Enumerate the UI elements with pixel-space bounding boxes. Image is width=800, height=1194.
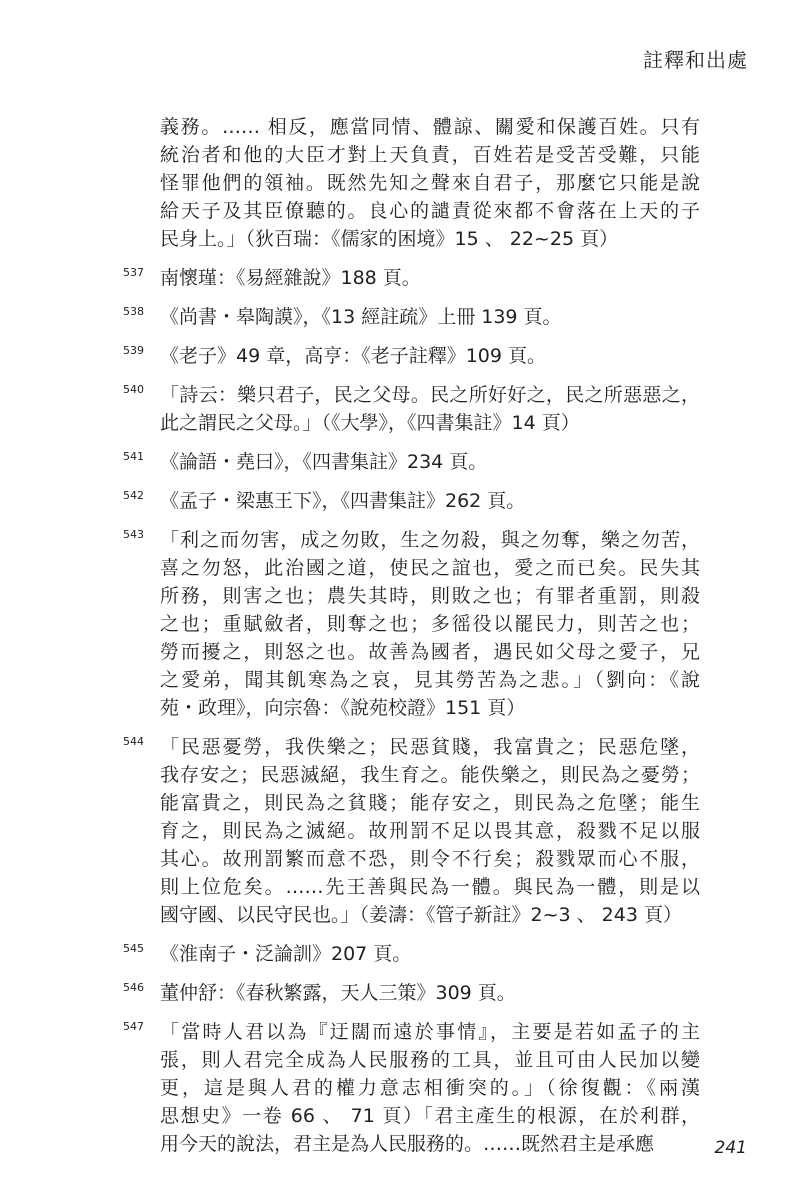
- footnote-line: 張，則人君完全成為人民服務的工具，並且可由人民加以變: [160, 1049, 700, 1071]
- footnote-line: 《孟子・梁惠王下》，《四書集註》262 頁。: [160, 490, 526, 512]
- footnote-number: 545: [123, 942, 144, 955]
- footnote-line: 民身上。」（狄百瑞：《儒家的困境》15 、 22~25 頁）: [160, 228, 619, 250]
- footnote-line: 更，這是與人君的權力意志相衝突的。」（徐復觀：《兩漢: [160, 1077, 700, 1099]
- footnote-line: 其心。故刑罰繁而意不恐，則令不行矣；殺戮眾而心不服，: [160, 848, 700, 870]
- footnote-line: 喜之勿怒，此治國之道，使民之誼也，愛之而已矣。民失其: [160, 557, 700, 579]
- footnote-line: 「當時人君以為『迂闊而遠於事情』，主要是若如孟子的主: [160, 1021, 700, 1043]
- footnote: [0, 979, 800, 1007]
- footnote: [0, 487, 800, 515]
- footnote: [0, 342, 800, 370]
- footnote-line: 怪罪他們的領袖。既然先知之聲來自君子，那麼它只能是說: [160, 172, 700, 194]
- footnote-line: 義務。…… 相反，應當同情、體諒、關愛和保護百姓。只有: [160, 116, 700, 138]
- footnote: [0, 113, 800, 253]
- footnote-line: 《淮南子・泛論訓》207 頁。: [160, 943, 412, 965]
- footnote-line: 用今天的說法，君主是為人民服務的。……既然君主是承應: [160, 1133, 655, 1155]
- footnote: [0, 526, 800, 722]
- footnote-line: 苑・政理》，向宗魯：《說苑校證》151 頁）: [160, 697, 526, 719]
- footnote-line: 之愛弟，聞其飢寒為之哀，見其勞苦為之悲。」（劉向：《說: [160, 669, 700, 691]
- footnote-line: 《尚書・皋陶謨》，《13 經註疏》上冊 139 頁。: [160, 306, 562, 328]
- footnote: [0, 1018, 800, 1158]
- footnote-number: 541: [123, 450, 144, 463]
- footnote-number: 538: [123, 305, 144, 318]
- footnote: [0, 733, 800, 929]
- footnote-line: 《論語・堯曰》，《四書集註》234 頁。: [160, 451, 488, 473]
- footnote-line: 思想史》一卷 66 、 71 頁）「君主產生的根源，在於利群，: [160, 1105, 700, 1127]
- footnote-line: 《老子》49 章，高亨：《老子註釋》109 頁。: [160, 345, 547, 367]
- footnote-line: 統治者和他的大臣才對上天負責，百姓若是受苦受難，只能: [160, 144, 700, 166]
- page-number: 241: [714, 1138, 747, 1158]
- footnote-number: 542: [123, 489, 144, 502]
- footnote-number: 546: [123, 981, 144, 994]
- footnote: [0, 381, 800, 437]
- footnote: [0, 940, 800, 968]
- footnote-line: 育之，則民為之滅絕。故刑罰不足以畏其意，殺戮不足以服: [160, 820, 700, 842]
- footnote-line: 勞而擾之，則怒之也。故善為國者，遇民如父母之愛子，兄: [160, 641, 700, 663]
- footnote-line: 「民惡憂勞，我佚樂之；民惡貧賤，我富貴之；民惡危墜，: [160, 736, 700, 758]
- footnote-number: 540: [123, 383, 144, 396]
- footnote-number: 537: [123, 266, 144, 279]
- footnote-number: 544: [123, 735, 144, 748]
- footnote-line: 此之謂民之父母。」（《大學》，《四書集註》14 頁）: [160, 412, 580, 434]
- footnote-line: 董仲舒：《春秋繁露，天人三策》309 頁。: [160, 982, 516, 1004]
- footnote-list: [0, 113, 800, 1169]
- footnote-line: 南懷瑾：《易經雜說》188 頁。: [160, 267, 421, 289]
- footnote-line: 「詩云：樂只君子，民之父母。民之所好好之，民之所惡惡之，: [160, 384, 700, 406]
- footnote-line: 國守國、以民守民也。」（姜濤：《管子新註》2~3 、 243 頁）: [160, 904, 682, 926]
- footnote: [0, 303, 800, 331]
- footnote-line: 我存安之；民惡滅絕，我生育之。能佚樂之，則民為之憂勞；: [160, 764, 700, 786]
- running-head: 註釋和出處: [643, 48, 748, 72]
- footnote-line: 所務，則害之也；農失其時，則敗之也；有罪者重罰，則殺: [160, 585, 700, 607]
- footnote: [0, 448, 800, 476]
- footnote-line: 之也；重賦斂者，則奪之也；多徭役以罷民力，則苦之也；: [160, 613, 700, 635]
- footnote-line: 給天子及其臣僚聽的。良心的譴責從來都不會落在上天的子: [160, 200, 700, 222]
- footnote-number: 547: [123, 1020, 144, 1033]
- footnote-line: 「利之而勿害，成之勿敗，生之勿殺，與之勿奪，樂之勿苦，: [160, 529, 700, 551]
- footnote: [0, 264, 800, 292]
- footnote-line: 則上位危矣。……先王善與民為一體。與民為一體，則是以: [160, 876, 700, 898]
- footnote-number: 543: [123, 528, 144, 541]
- footnote-number: 539: [123, 344, 144, 357]
- footnote-line: 能富貴之，則民為之貧賤；能存安之，則民為之危墜；能生: [160, 792, 700, 814]
